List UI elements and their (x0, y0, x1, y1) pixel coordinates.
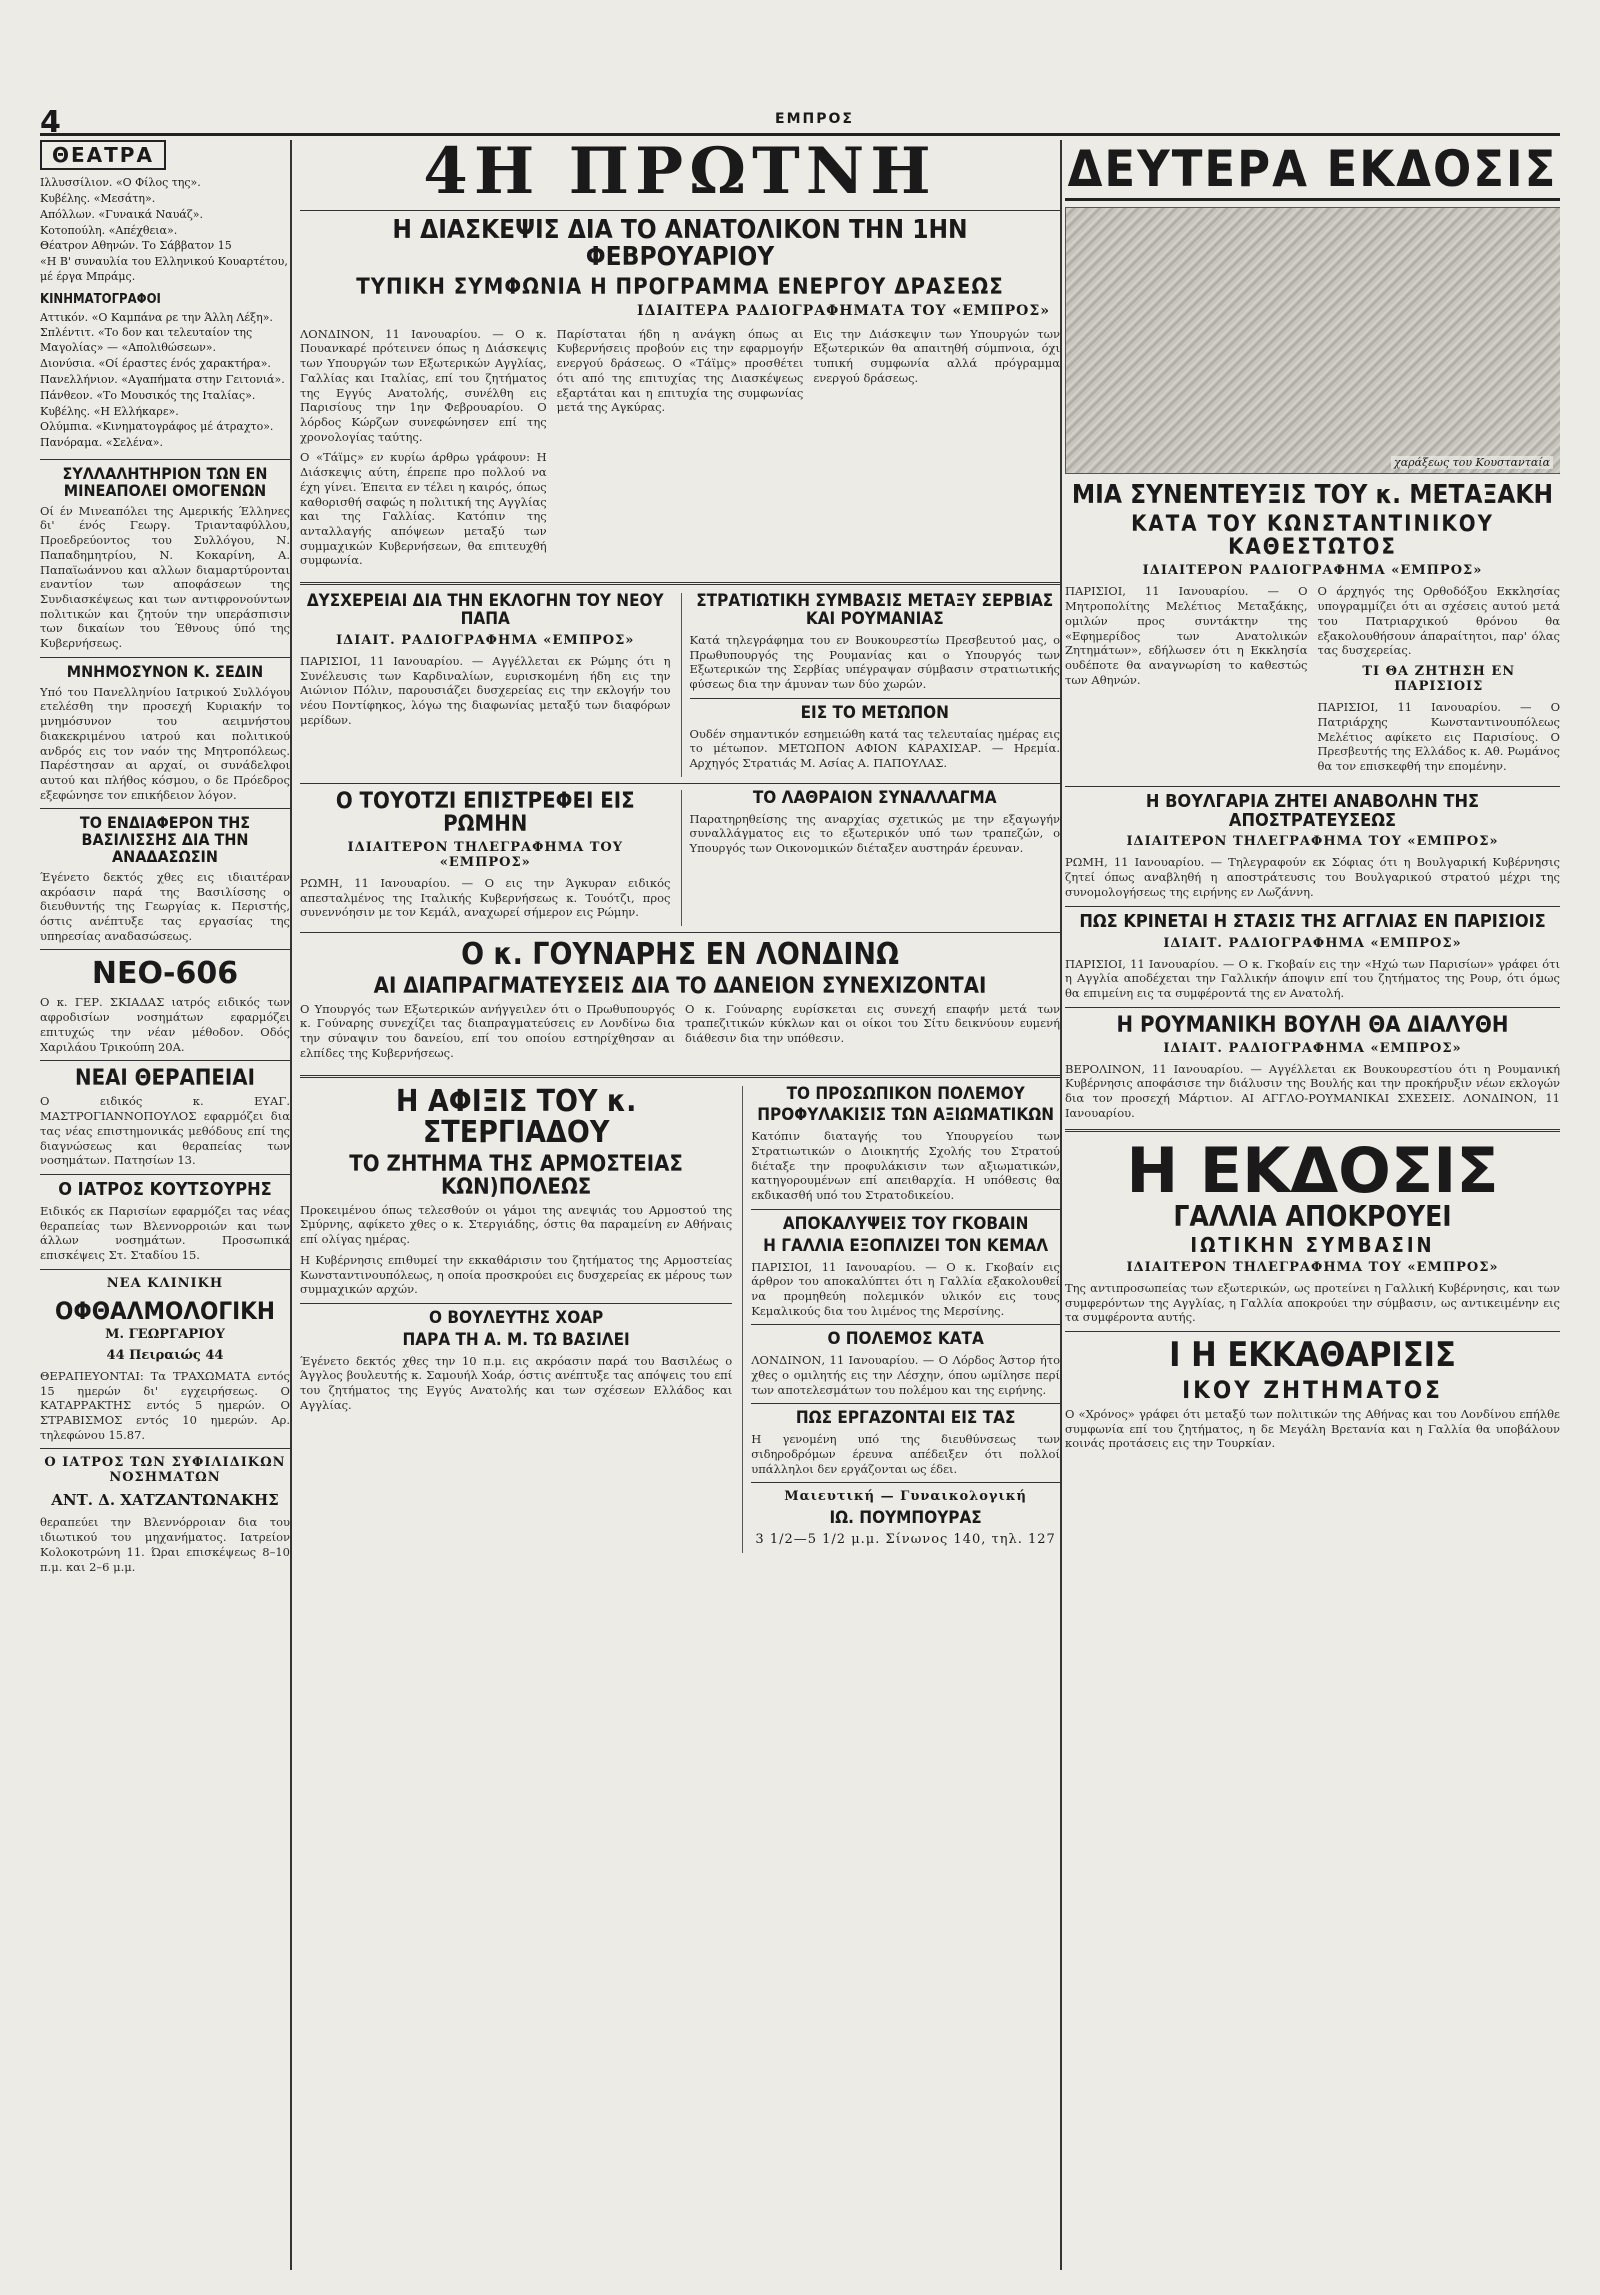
divider (40, 808, 290, 809)
article-byline: ΙΔΙΑΙΤ. ΡΑΔΙΟΓΡΑΦΗΜΑ «ΕΜΠΡΟΣ» (336, 632, 635, 648)
article-subheadline: ΠΑΡΑ ΤΗ Α. Μ. ΤΩ ΒΑΣΙΛΕΙ (402, 1329, 630, 1350)
divider (40, 1060, 290, 1061)
article-body: Ο άρχηγός της Ορθοδόξου Εκκλησίας υπογραμμίζει ότι αι σχέσεις αυτού μετά του Πατριαρχικού θρόνου θα εξακολουθήσουν άπαραίτητοι, παρ' όλας τας δυσχερείας. (1317, 584, 1560, 658)
divider (40, 1448, 290, 1449)
article-body: Έγένετο δεκτός χθες την 10 π.μ. εις ακρόασιν παρά του Βασιλέως ο Άγγλος βουλευτής κ. Σαμουήλ Χοάρ, όστις ανέπτυξε τας απόψεις του επί του ζητήματος της Εγγύς Ανατολής και των σχέσεων Ελλάδος και Αγγλίας. (300, 1353, 733, 1412)
divider (1065, 1007, 1560, 1008)
article-headline: ΜΝΗΜΟΣΥΝΟΝ Κ. ΣΕΔΙΝ (66, 661, 264, 681)
divider (1065, 1129, 1560, 1132)
ad-body: Ειδικός εκ Παρισίων εφαρμόζει τας νέας θεραπείας των Βλεννορροιών και των άλλων νοσημάτων. Προσωπικά επισκέψεις Στ. Σταδίου 15. (40, 1203, 290, 1263)
theatres-title: ΘΕΑΤΡΑ (40, 140, 166, 170)
divider (300, 932, 1060, 933)
article-byline: ΙΔΙΑΙΤ. ΡΑΔΙΟΓΡΑΦΗΜΑ «ΕΜΠΡΟΣ» (1163, 1040, 1462, 1056)
article-subheadline: ΤΙ ΘΑ ΖΗΤΗΣΗ ΕΝ ΠΑΡΙΣΙΟΙΣ (1362, 664, 1516, 695)
article-body: Υπό του Πανελληνίου Ιατρικού Συλλόγου ετελέσθη την προσεχή Κυριακήν το μνημόσυνον του αειμνήστου διακεκριμένου ιατρού και πολιτικού ανδρός εις τον ναόν της Μητροπόλεως. Παρέστησαν αι αρχαί, οι συνάδελφοι αυτού και πλήθος κόσμου, ο δε Πρόεδρος εξεφώνησε τον επικήδειον λόγον. (40, 684, 290, 802)
ad-body: θεραπεύει την Βλεννόρροιαν δια του ιδιωτικού του μηχανήματος. Ιατρείον Κολοκοτρώνη 11. Ώραι επισκέψεως 8–10 π.μ. και 2–6 μ.μ. (40, 1515, 290, 1574)
article-body: Ο Υπουργός των Εξωτερικών ανήγγειλεν ότι ο Πρωθυπουργός κ. Γούναρης συνεχίζει τας διαπραγματεύσεις εν Λονδίνω δια την σύναψιν του δανείου, επί του οποίου εστηρίχθησαν αι ελπίδες της Κυβερνήσεως. (300, 1001, 675, 1060)
article-subheadline: ΙΩΤΙΚΗΝ ΣΥΜΒΑΣΙΝ (1190, 1233, 1435, 1258)
article-columns (300, 327, 1060, 575)
article-headline: Η ΡΟΥΜΑΝΙΚΗ ΒΟΥΛΗ ΘΑ ΔΙΑΛΥΘΗ (1116, 1012, 1509, 1038)
article-headline: ΠΩΣ ΚΡΙΝΕΤΑΙ Η ΣΤΑΣΙΣ ΤΗΣ ΑΓΓΛΙΑΣ ΕΝ ΠΑΡΙΣΙΟΙΣ (1079, 910, 1546, 932)
page-number: 4 (40, 105, 61, 140)
article-headline: ΤΟ ΠΡΟΣΩΠΙΚΟΝ ΠΟΛΕΜΟΥ (786, 1083, 1025, 1104)
divider (751, 1403, 1060, 1404)
article-body: ΠΑΡΙΣΙΟΙ, 11 Ιανουαρίου. — Ο κ. Γκοβαίν εις την «Ηχώ των Παρισίων» γράφει ότι η Αγγλία αποδέχεται την Γαλλικήν άποψιν επί του ζητήματος της Ρουρ, ότι όμως θα επιμείνη εις τα συμφέροντά της εν Ανατολή. (1065, 956, 1560, 1000)
article-byline: ΙΔΙΑΙΤΕΡΟΝ ΤΗΛΕΓΡΑΦΗΜΑ ΤΟΥ «ΕΜΠΡΟΣ» (1126, 834, 1499, 850)
article-byline: ΙΔΙΑΙΤΕΡΟΝ ΤΗΛΕΓΡΑΦΗΜΑ ΤΟΥ «ΕΜΠΡΟΣ» (347, 839, 623, 870)
article-body: Ουδέν σημαντικόν εσημειώθη κατά τας τελευταίας ημέρας εις το μέτωπον. ΜΕΤΩΠΟΝ ΑΦΙΟΝ ΚΑΡΑΧΙΣΑΡ. — Ηρεμία. Αρχηγός Στρατιάς Μ. Ασίας Α. ΠΑΠΟΥΛΑΣ. (689, 726, 1060, 771)
article-body: Της αντιπροσωπείας των εξωτερικών, ως προτείνει η Γαλλική Κυβέρνησις, και των συμφερόντων της Αγγλίας, η Γαλλία αποκρούει την σύμβασιν, ως αντικειμένην εις τα συμφέροντα αυτής. (1065, 1281, 1560, 1325)
ad-doctor: ΑΝΤ. Δ. ΧΑΤΖΑΝΤΩΝΑΚΗΣ (51, 1491, 279, 1510)
article-body: ΠΑΡΙΣΙΟΙ, 11 Ιανουαρίου. — Αγγέλλεται εκ Ρώμης ότι η Συνέλευσις των Καρδιναλίων, ευρισκομένη ήδη εις την Αιώνιον Πόλιν, παρουσιάζει δυσχερείας εις την εκλογήν του νέου Ποντίφηκος, λόγω της διαφωνίας μεταξύ των διαφόρων μερίδων. (300, 653, 671, 727)
ad-title: ΝΕΟ-606 (91, 956, 239, 992)
article-body: Προκειμένου όπως τελεσθούν οι γάμοι της ανεψιάς του Αρμοστού της Σμύρνης, αφίκετο χθες ο κ. Στεργιάδης, όστις θα παραμείνη εν Αθήναις επί ολίγας ημέρας. (300, 1202, 733, 1247)
list-item: Κυβέλης. «Η Ελλήκαρε». (40, 404, 179, 418)
divider (300, 582, 1060, 585)
cinemas-list (40, 311, 290, 452)
divider (1065, 1331, 1560, 1332)
list-item: Πάνθεον. «Το Μουσικός της Ιταλίας». (40, 388, 256, 402)
divider (300, 1075, 1060, 1078)
article-body: ΠΑΡΙΣΙΟΙ, 11 Ιανουαρίου. — Ο κ. Γκοβαίν εις άρθρον του αποκαλύπτει ότι η Γαλλία εξακολουθεί να προμηθεύη πολεμικόν υλικόν εις τους Κεμαλικούς δια του λιμένος της Μερσίνης. (751, 1259, 1060, 1318)
list-item: Διονύσια. «Οί έραστες ένός χαρακτήρα». (40, 357, 271, 371)
article-headline: Ο ΠΟΛΕΜΟΣ ΚΑΤΑ (827, 1329, 984, 1350)
article-body: Έγένετο δεκτός χθες εις ιδιαιτέραν ακρόασιν παρά της Βασιλίσσης ο διευθυντής της Γεωργίας κ. Περιστής, όστις ανέπτυξε τας εργασίας της υπηρεσίας αναδασώσεως. (40, 869, 290, 943)
article-byline: ΙΔΙΑΙΤ. ΡΑΔΙΟΓΡΑΦΗΜΑ «ΕΜΠΡΟΣ» (1163, 935, 1462, 951)
article-body: ΡΩΜΗ, 11 Ιανουαρίου. — Ο εις την Άγκυραν ειδικός απεσταλμένος της Ιταλικής Κυβερνήσεως κ. Τουότζι, προς συνεννόησιν με τον Κεμάλ, αναχωρεί σήμερον εις Ρώμην. (300, 875, 671, 920)
article-body: Παρίσταται ήδη η ανάγκη όπως αι Κυβερνήσεις προβούν εις την εφαρμογήν ενεργού δράσεως. Ο «Τάϊμς» προσθέτει ότι από της επιτυχίας της Διασκέψεως εξαρτάται και η επιτυχία της συμφωνίας μετά της Αγκύρας. (556, 326, 804, 415)
ad-label: ΝΕΑ ΚΛΙΝΙΚΗ (106, 1275, 224, 1291)
ad-label: Μαιευτική — Γυναικολογική (784, 1489, 1027, 1505)
list-item: Σπλέντιτ. «Το δον και τελευταίον της Μαγολίας» — «Απολιθώσεων». (40, 326, 253, 355)
left-column (40, 140, 292, 2270)
ad-title: ΟΦΘΑΛΜΟΛΟΓΙΚΗ (55, 1296, 275, 1325)
article-byline: ΙΔΙΑΙΤΕΡΟΝ ΤΗΛΕΓΡΑΦΗΜΑ ΤΟΥ «ΕΜΠΡΟΣ» (1126, 1260, 1499, 1276)
edition-headline: Η ΕΚΔΟΣΙΣ (1126, 1133, 1499, 1207)
ad-address: 3 1/2—5 1/2 μ.μ. Σίνωνος 140, τηλ. 127 (755, 1532, 1056, 1548)
list-item: Πανελλήνιον. «Αγαπήματα στην Γειτονιά». (40, 372, 285, 386)
center-column (300, 140, 1062, 2270)
list-item: «Η Β' συναυλία του Ελληνικού Κουαρτέτου, μέ έργα Μπράμς. (40, 255, 288, 284)
article-body: Εις την Διάσκεψιν των Υπουργών των Εξωτερικών θα απαιτηθή σύμπνοια, όχι τυπική συμφωνία αλλά πρόγραμμα ενεργού δράσεως. (813, 326, 1061, 385)
list-item: Κοτοπούλη. «Απέχθεια». (40, 223, 178, 237)
divider (1065, 906, 1560, 907)
article-body: Η γενομένη υπό της διευθύνσεως των σιδηροδρόμων έρευνα απέδειξεν ότι πολλοί υπάλληλοι δεν εργάζονται ως έδει. (751, 1432, 1060, 1476)
divider (690, 698, 1061, 699)
article-headline: Ο κ. ΓΟΥΝΑΡΗΣ ΕΝ ΛΟΝΔΙΝΩ (461, 937, 899, 973)
article-headline: ΔΥΣΧΕΡΕΙΑΙ ΔΙΑ ΤΗΝ ΕΚΛΟΓΗΝ ΤΟΥ ΝΕΟΥ ΠΑΠΑ (306, 591, 664, 630)
divider (751, 1482, 1060, 1483)
ad-label: Ο ΙΑΤΡΟΣ ΤΩΝ ΣΥΦΙΛΙΔΙΚΩΝ ΝΟΣΗΜΑΤΩΝ (44, 1455, 286, 1486)
page-masthead (40, 105, 1560, 140)
article-subheadline: ΙΚΟΥ ΖΗΤΗΜΑΤΟΣ (1182, 1375, 1443, 1404)
ad-body: Ο ειδικός κ. ΕΥΑΓ. ΜΑΣΤΡΟΓΙΑΝΝΟΠΟΥΛΟΣ εφαρμόζει δια τας νέας επιστημονικάς μεθόδους επί της διαγνώσεως και θεραπείας των νοσημάτων. Πατησίων 13. (40, 1094, 290, 1168)
article-body: Η Κυβέρνησις επιθυμεί την εκκαθάρισιν του ζητήματος της Αρμοστείας Κωνσταντινουπόλεως, η οποία προσκρούει εις δυσχερείας εκ μέρους των συμμαχικών αρχών. (300, 1252, 733, 1297)
article-subheadline: ΑΙ ΔΙΑΠΡΑΓΜΑΤΕΥΣΕΙΣ ΔΙΑ ΤΟ ΔΑΝΕΙΟΝ ΣΥΝΕΧΙΖΟΝΤΑΙ (373, 973, 987, 999)
divider (40, 949, 290, 950)
article-columns (300, 1002, 1060, 1067)
divider (751, 1209, 1060, 1210)
article-body: Ο «Τάϊμς» εν κυρίω άρθρω γράφουν: Η Διάσκεψις αύτη, έπρεπε προ πολλού να έχη γίνει. Έπειτα εν τέλει η καιρός, όπως καθορισθή σαφώς η πολιτική της Αγγλίας και της Γαλλίας. Κατόπιν της ανταλλαγής απόψεων μεταξύ των συμμαχικών Κυβερνήσεων, θα επιτευχθή συμφωνία. (300, 450, 547, 568)
article-subheadline: ΤΟ ΖΗΤΗΜΑ ΤΗΣ ΑΡΜΟΣΤΕΙΑΣ ΚΩΝ)ΠΟΛΕΩΣ (349, 1151, 683, 1200)
article-body: Ο «Χρόνος» γράφει ότι μεταξύ των πολιτικών της Αθήνας και του Λονδίνου επήλθε συμφωνία επί του ζητήματος, η δε Μεγάλη Βρετανία και η Γαλλία θα υποβάλουν κοινάς προτάσεις εις την Τουρκίαν. (1065, 1407, 1560, 1451)
article-headline: ΤΟ ΕΝΔΙΑΦΕΡΟΝ ΤΗΣ ΒΑΣΙΛΙΣΣΗΣ ΔΙΑ ΤΗΝ ΑΝΑΔΑΣΩΣΙΝ (79, 813, 251, 867)
edition-banner: 4Η ΠΡΩΤΝΗ (423, 140, 937, 209)
divider (40, 657, 290, 658)
ad-body: Ο κ. ΓΕΡ. ΣΚΙΑΔΑΣ ιατρός ειδικός των αφροδισίων νοσημάτων εφαρμόζει επιτυχώς την νέαν μέθοδον. Οδός Χαριλάου Τρικούπη 20Α. (40, 995, 290, 1054)
article-headline: ΜΙΑ ΣΥΝΕΝΤΕΥΞΙΣ ΤΟΥ κ. ΜΕΤΑΞΑΚΗ (1071, 480, 1554, 510)
divider (300, 1303, 732, 1304)
right-column (1065, 140, 1560, 2270)
article-subheadline: ΤΥΠΙΚΗ ΣΥΜΦΩΝΙΑ Η ΠΡΟΓΡΑΜΜΑ ΕΝΕΡΓΟΥ ΔΡΑΣΕΩΣ (356, 274, 1004, 300)
article-headline: Ο ΤΟΥΟΤΖΙ ΕΠΙΣΤΡΕΦΕΙ ΕΙΣ ΡΩΜΗΝ (335, 788, 635, 837)
ad-doctor: Μ. ΓΕΩΡΓΑΡΙΟΥ (105, 1326, 225, 1342)
ad-title: ΙΩ. ΠΟΥΜΠΟΥΡΑΣ (829, 1508, 982, 1529)
article-subheadline: ΚΑΤΑ ΤΟΥ ΚΩΝΣΤΑΝΤΙΝΙΚΟΥ ΚΑΘΕΣΤΩΤΟΣ (1131, 512, 1494, 561)
article-byline: ΙΔΙΑΙΤΕΡΑ ΡΑΔΙΟΓΡΑΦΗΜΑΤΑ ΤΟΥ «ΕΜΠΡΟΣ» (637, 302, 1050, 319)
article-byline: ΙΔΙΑΙΤΕΡΟΝ ΡΑΔΙΟΓΡΑΦΗΜΑ «ΕΜΠΡΟΣ» (1142, 563, 1483, 579)
list-item: Ολύμπια. «Κινηματογράφος μέ άτραχτο». (40, 420, 274, 434)
divider (40, 1269, 290, 1270)
divider (300, 210, 1060, 211)
article-row (300, 787, 1060, 926)
article-body: ΠΑΡΙΣΙΟΙ, 11 Ιανουαρίου. — Ο Μητροπολίτης Μελέτιος Μεταξάκης, ομιλών προς συντάκτην της «Εφημερίδος των Ανατολικών Ζητημάτων», εδήλωσεν ότι η Εκκλησία ουδέποτε θα αναγνωρίση το καθεστώς των Αθηνών. (1065, 584, 1308, 687)
article-headline: ΣΥΛΛΑΛΗΤΗΡΙΟΝ ΤΩΝ ΕΝ ΜΙΝΕΑΠΟΛΕΙ ΟΜΟΓΕΝΩΝ (62, 464, 268, 500)
article-subheadline: ΠΡΟΦΥΛΑΚΙΣΙΣ ΤΩΝ ΑΞΙΩΜΑΤΙΚΩΝ (757, 1105, 1055, 1126)
ad-address: 44 Πειραιώς 44 (106, 1347, 224, 1363)
article-columns (1065, 584, 1560, 779)
article-headline: ΑΠΟΚΑΛΥΨΕΙΣ ΤΟΥ ΓΚΟΒΑΙΝ (782, 1213, 1029, 1234)
second-edition-banner: ΔΕΥΤΕΡΑ ΕΚΔΟΣΙΣ (1065, 140, 1560, 201)
list-item: Κυβέλης. «Μεσάτη». (40, 191, 156, 205)
article-body: Παρατηρηθείσης της αναρχίας σχετικώς με την εξαγωγήν συναλλάγματος εις το εξωτερικόν υπό των τραπεζών, ο Υπουργός των Οικονομικών διέταξεν αυστηράν έρευναν. (689, 811, 1060, 856)
divider (40, 1174, 290, 1175)
list-item: Αττικόν. «Ο Καμπάνα ρε την Άλλη Λέξη». (40, 310, 273, 324)
list-item: Ιλλυσσίλιον. «Ο Φίλος της». (40, 176, 201, 189)
article-body: ΡΩΜΗ, 11 Ιανουαρίου. — Τηλεγραφούν εκ Σόφιας ότι η Βουλγαρική Κυβέρνησις ζητεί όπως αναβληθή η αποστράτευσις του Βουλγαρικού στρατού μέχρι της συνομολογήσεως της ειρήνης εν Λωζάννη. (1065, 855, 1560, 899)
list-item: Θέατρον Αθηνών. Το Σάββατον 15 (40, 239, 232, 253)
list-item: Πανόραμα. «Σελένα». (40, 436, 164, 450)
article-headline: ΓΑΛΛΙΑ ΑΠΟΚΡΟΥΕΙ (1173, 1199, 1452, 1233)
ad-body: ΘΕΡΑΠΕΥΟΝΤΑΙ: Τα ΤΡΑΧΩΜΑΤΑ εντός 15 ημερών δι' εγχειρήσεως. Ο ΚΑΤΑΡΡΑΚΤΗΣ εντός 5 ημερών. Ο ΣΤΡΑΒΙΣΜΟΣ εντός 10 ημερών. Αρ. τηλεφώνου 15.87. (40, 1368, 290, 1442)
ad-title: Ο ΙΑΤΡΟΣ ΚΟΥΤΣΟΥΡΗΣ (58, 1179, 272, 1201)
cartoon-illustration (1065, 207, 1560, 474)
cartoon-caption: χαράξεως του Κουστανταία (1391, 456, 1553, 469)
article-headline: Ο ΒΟΥΛΕΥΤΗΣ ΧΟΑΡ (429, 1308, 604, 1329)
article-body: Οί έν Μινεαπόλει της Αμερικής Έλληνες δι' ένός Γεωργ. Τριανταφύλλου, Προεδρεύοντος του Συλλόγου, Ν. Παπαδημητρίου, Ν. Κοκαρίνη, Α. Παπαϊωάννου και αλλων διαμαρτύρονται εναντίον των αποφάσεων της Συνδιασκέψεως και των αντιφρονούντων πολιτικών και ζητούν την υπεράσπισιν των δικαίων του Έθνους ύπό της Κυβερνήσεως. (40, 503, 290, 651)
list-item: Απόλλων. «Γυναικά Ναυάζ». (40, 207, 204, 221)
article-subheadline: Η ΓΑΛΛΙΑ ΕΞΟΠΛΙΖΕΙ ΤΟΝ ΚΕΜΑΛ (763, 1235, 1049, 1256)
article-body: ΠΑΡΙΣΙΟΙ, 11 Ιανουαρίου. — Ο Πατριάρχης Κωνσταντινουπόλεως Μελέτιος αφίκετο εις Παρισίους. Ο Πρεσβευτής της Ελλάδος κ. Αθ. Ρωμάνος θα τον επισκεφθή την επομένην. (1317, 700, 1560, 773)
article-body: ΛΟΝΔΙΝΟΝ, 11 Ιανουαρίου. — Ο Λόρδος Άστορ ήτο χθες ο ομιλητής εις την Λέσχην, όπου ωμίλησε περί των αποτελεσμάτων του πολέμου και της ειρήνης. (751, 1353, 1060, 1397)
divider (1065, 786, 1560, 787)
theatres-list (40, 176, 290, 285)
article-body: ΒΕΡΟΛΙΝΟΝ, 11 Ιανουαρίου. — Αγγέλλεται εκ Βουκουρεστίου ότι η Ρουμανική Κυβέρνησις αποφάσισε την διάλυσιν της Βουλής και την προκήρυξιν νέων εκλογών δια τον προσεχή Μάρτιον. ΑΙ ΑΓΓΛΟ-ΡΟΥΜΑΝΙΚΑΙ ΣΧΕΣΕΙΣ. ΛΟΝΔΙΝΟΝ, 11 Ιανουαρίου. (1065, 1061, 1560, 1120)
ad-title: ΝΕΑΙ ΘΕΡΑΠΕΙΑΙ (75, 1066, 255, 1092)
article-headline: Η ΒΟΥΛΓΑΡΙΑ ΖΗΤΕΙ ΑΝΑΒΟΛΗΝ ΤΗΣ ΑΠΟΣΤΡΑΤΕΥΣΕΩΣ (1145, 790, 1480, 831)
article-headline: ΕΙΣ ΤΟ ΜΕΤΩΠΟΝ (800, 702, 949, 723)
article-headline: Ι Η ΕΚΚΑΘΑΡΙΣΙΣ (1169, 1335, 1456, 1376)
divider (40, 459, 290, 460)
article-body: ΛΟΝΔΙΝΟΝ, 11 Ιανουαρίου. — Ο κ. Πουανκαρέ πρότεινεν όπως η Διάσκεψις των Υπουργών των Εξωτερικών Αγγλίας, Γαλλίας και Ιταλίας, επί του ζητήματος της Εγγύς Ανατολής, συνέλθη εις Παρισίους την 1ην Φεβρουαρίου. Ο λόρδος Κώρζων συνεφώνησεν επί της χρονολογίας ταύτης. (300, 326, 547, 444)
divider (751, 1324, 1060, 1325)
cinemas-title: ΚΙΝΗΜΑΤΟΓΡΑΦΟΙ (40, 291, 161, 307)
article-body: Κατά τηλεγράφημα του εν Βουκουρεστίω Πρεσβευτού μας, ο Πρωθυπουργός της Ρουμανίας και ο Υπουργός των Εξωτερικών της Σερβίας υπέγραψαν σύμβασιν στρατιωτικής φύσεως δια την άμυναν των δύο χωρών. (689, 632, 1060, 692)
article-headline: ΤΟ ΛΑΘΡΑΙΟΝ ΣΥΝΑΛΛΑΓΜΑ (752, 787, 997, 808)
article-row (300, 1083, 1060, 1554)
divider (300, 783, 1060, 784)
paper-name: ΕΜΠΡΟΣ (775, 111, 854, 127)
article-row (300, 593, 1060, 777)
article-headline: Η ΑΦΙΞΙΣ ΤΟΥ κ. ΣΤΕΡΓΙΑΔΟΥ (395, 1083, 637, 1151)
article-body: Ο κ. Γούναρης ευρίσκεται εις συνεχή επαφήν μετά των τραπεζιτικών κύκλων και οι οίκοι του Σίτυ δεικνύουν ευμενή διάθεσιν δια την υπόθεσιν. (685, 1001, 1060, 1046)
article-headline: ΣΤΡΑΤΙΩΤΙΚΗ ΣΥΜΒΑΣΙΣ ΜΕΤΑΞΥ ΣΕΡΒΙΑΣ ΚΑΙ ΡΟΥΜΑΝΙΑΣ (696, 591, 1054, 630)
article-headline: ΠΩΣ ΕΡΓΑΖΟΝΤΑΙ ΕΙΣ ΤΑΣ (795, 1408, 1016, 1429)
article-headline: Η ΔΙΑΣΚΕΨΙΣ ΔΙΑ ΤΟ ΑΝΑΤΟΛΙΚΟΝ ΤΗΝ 1ΗΝ ΦΕΒΡΟΥΑΡΙΟΥ (392, 215, 968, 273)
article-body: Κατόπιν διαταγής του Υπουργείου των Στρατιωτικών ο Διοικητής Σχολής του Στρατού διέταξε την προφυλάκισιν των αξιωματικών, κατηγορουμένων επί απειθαρχία. Η υπόθεσις θα εκδικασθή υπό του Στρατοδικείου. (751, 1129, 1060, 1203)
